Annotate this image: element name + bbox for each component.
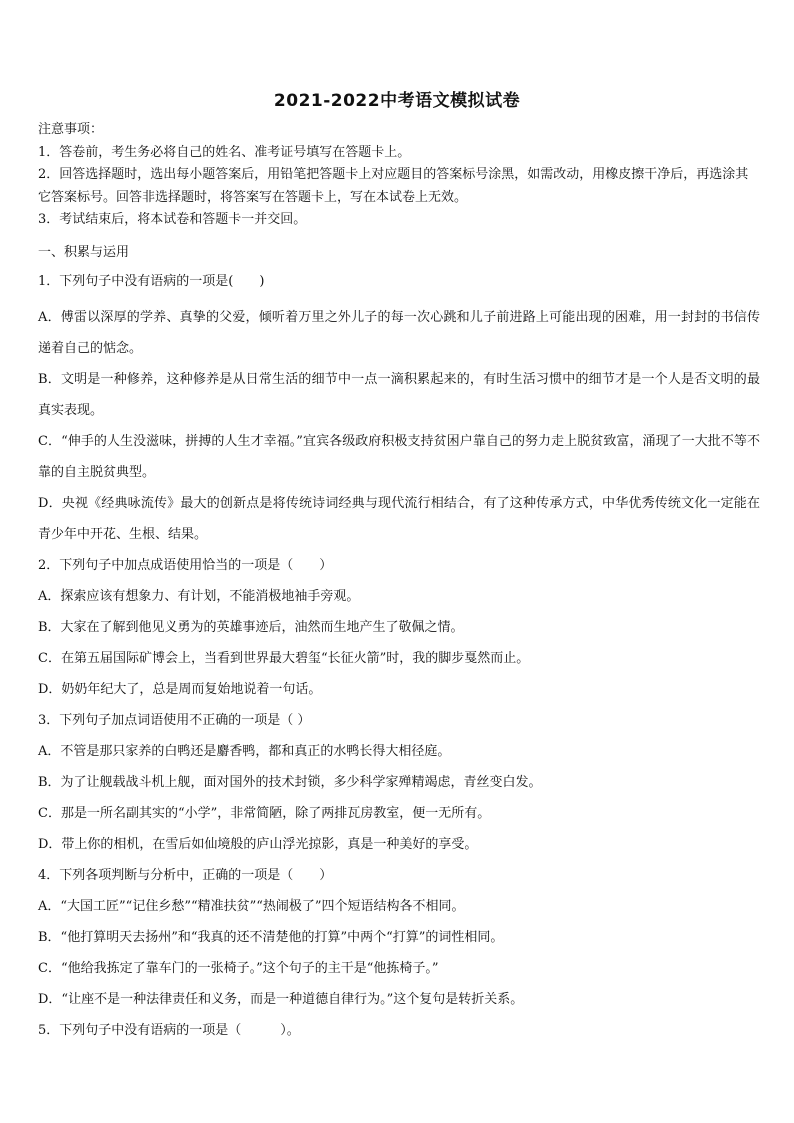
question-stem: 2．下列句子中加点成语使用恰当的一项是（ ） xyxy=(38,558,333,573)
notes-block xyxy=(38,119,760,232)
question-stem: 4．下列各项判断与分析中，正确的一项是（ ） xyxy=(38,868,333,883)
notes-item: 3．考试结束后，将本试卷和答题卡一并交回。 xyxy=(38,212,307,227)
notes-item: 2．回答选择题时，选出每小题答案后，用铅笔把答题卡上对应题目的答案标号涂黑，如需改动，用橡皮擦干净后，再选涂其它答案标号。回答非选择题时，将答案写在答题卡上，写在本试卷上无效。 xyxy=(38,167,749,205)
question-option: B．文明是一种修养，这种修养是从日常生活的细节中一点一滴积累起来的，有时生活习惯中的细节才是一个人是否文明的最真实表现。 xyxy=(38,372,760,418)
question-option: A．傅雷以深厚的学养、真挚的父爱，倾听着万里之外儿子的每一次心跳和儿子前进路上可能出现的困难，用一封封的书信传递着自己的惦念。 xyxy=(38,310,760,356)
question-option: A．探索应该有想象力、有计划，不能消极地袖手旁观。 xyxy=(38,589,360,604)
question-option: A．不管是那只家养的白鸭还是麝香鸭，都和真正的水鸭长得大相径庭。 xyxy=(38,744,451,759)
questions-body xyxy=(38,242,760,1046)
question-option: D．奶奶年纪大了，总是周而复始地说着一句话。 xyxy=(38,682,322,697)
question-stem: 5．下列句子中没有语病的一项是（ ）。 xyxy=(38,1023,300,1038)
question-option: C．那是一所名副其实的“小学”，非常简陋，除了两排瓦房教室，便一无所有。 xyxy=(38,806,491,821)
notes-item: 1．答卷前，考生务必将自己的姓名、准考证号填写在答题卡上。 xyxy=(38,144,411,160)
question-option: C．“他给我拣定了靠车门的一张椅子。”这个句子的主干是“他拣椅子。” xyxy=(38,961,439,976)
question-option: B．“他打算明天去扬州”和“我真的还不清楚他的打算”中两个“打算”的词性相同。 xyxy=(38,930,504,945)
question-option: D．带上你的相机，在雪后如仙境般的庐山浮光掠影，真是一种美好的享受。 xyxy=(38,837,478,852)
section-heading: 一、积累与运用 xyxy=(38,245,130,260)
question-option: B．大家在了解到他见义勇为的英雄事迹后，油然而生地产生了敬佩之情。 xyxy=(38,620,464,635)
notes-heading: 注意事项： xyxy=(38,122,104,137)
question-stem: 3．下列句子加点词语使用不正确的一项是（ ） xyxy=(38,713,311,728)
question-option: A．“大国工匠”“记住乡愁”“精准扶贫”“热闹极了”四个短语结构各不相同。 xyxy=(38,899,465,914)
question-option: C．在第五届国际矿博会上，当看到世界最大碧玺“长征火箭”时，我的脚步戛然而止。 xyxy=(38,651,530,666)
question-option: D．“让座不是一种法律责任和义务，而是一种道德自律行为。”这个复句是转折关系。 xyxy=(38,992,524,1007)
page-title: 2021-2022中考语文模拟试卷 xyxy=(273,91,521,111)
question-option: D．央视《经典咏流传》最大的创新点是将传统诗词经典与现代流行相结合，有了这种传承方式，中华优秀传统文化一定能在青少年中开花、生根、结果。 xyxy=(38,496,760,542)
question-option: B．为了让舰载战斗机上舰，面对国外的技术封锁，多少科学家殚精竭虑，青丝变白发。 xyxy=(38,775,542,790)
question-stem: 1．下列句子中没有语病的一项是( ) xyxy=(38,274,265,289)
question-option: C．“伸手的人生没滋味，拼搏的人生才幸福。”宜宾各级政府积极支持贫困户靠自己的努力走上脱贫致富，涌现了一大批不等不靠的自主脱贫典型。 xyxy=(38,434,760,480)
